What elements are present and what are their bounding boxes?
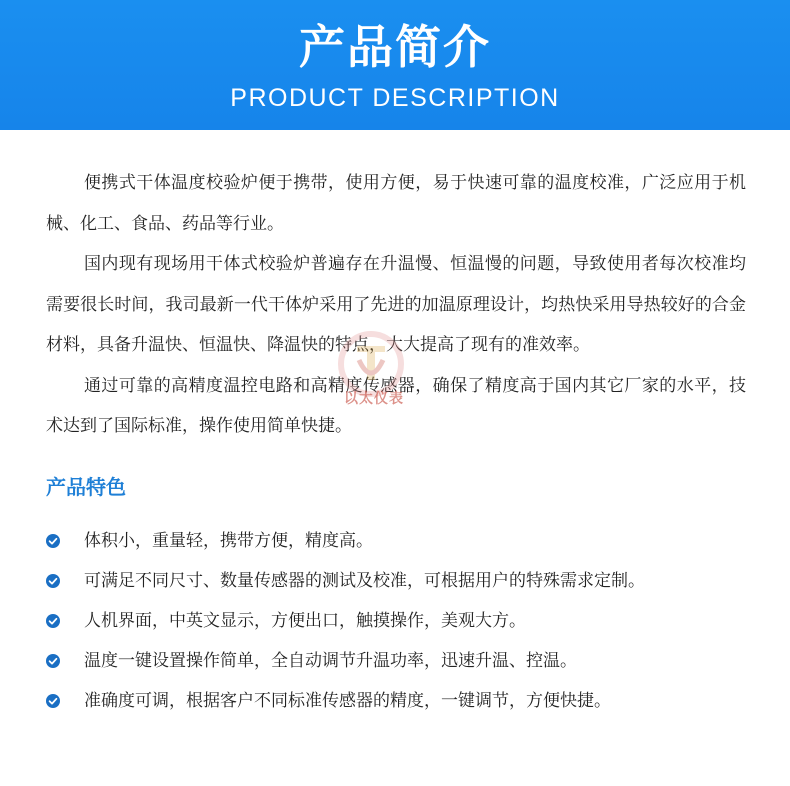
feature-text: 准确度可调，根据客户不同标准传感器的精度，一键调节，方便快捷。 [84, 691, 611, 711]
header-banner [0, 0, 790, 130]
feature-item [46, 643, 766, 683]
feature-item [46, 563, 766, 603]
page-subtitle: PRODUCT DESCRIPTION [230, 84, 560, 112]
feature-item [46, 523, 766, 563]
check-circle-icon [46, 694, 60, 708]
intro-paragraph: 便携式干体温度校验炉便于携带，使用方便，易于快速可靠的温度校准，广泛应用于机械、化工、食品、药品等行业。 [46, 173, 746, 234]
feature-item [46, 603, 766, 643]
features-title: 产品特色 [46, 475, 126, 499]
feature-item [46, 683, 766, 723]
page-title: 产品简介 [299, 20, 491, 74]
intro-paragraph: 国内现有现场用干体式校验炉普遍存在升温慢、恒温慢的问题，导致使用者每次校准均需要很长时间，我司最新一代干体炉采用了先进的加温原理设计，均热快采用导热较好的合金材料，具备升温快、恒温快、降温快的特点，大大提高了现有的准效率。 [46, 254, 746, 355]
intro-paragraph: 通过可靠的高精度温控电路和高精度传感器，确保了精度高于国内其它厂家的水平，技术达到了国际标准，操作使用简单快捷。 [46, 375, 746, 436]
check-circle-icon [46, 534, 60, 548]
check-circle-icon [46, 574, 60, 588]
feature-text: 体积小，重量轻，携带方便，精度高。 [84, 531, 373, 551]
feature-text: 人机界面，中英文显示，方便出口，触摸操作，美观大方。 [84, 611, 526, 631]
check-circle-icon [46, 654, 60, 668]
watermark-text: 以太仪表 [344, 391, 404, 407]
check-circle-icon [46, 614, 60, 628]
features-list [46, 523, 766, 723]
feature-text: 可满足不同尺寸、数量传感器的测试及校准，可根据用户的特殊需求定制。 [84, 571, 645, 591]
feature-text: 温度一键设置操作简单，全自动调节升温功率，迅速升温、控温。 [84, 651, 577, 671]
